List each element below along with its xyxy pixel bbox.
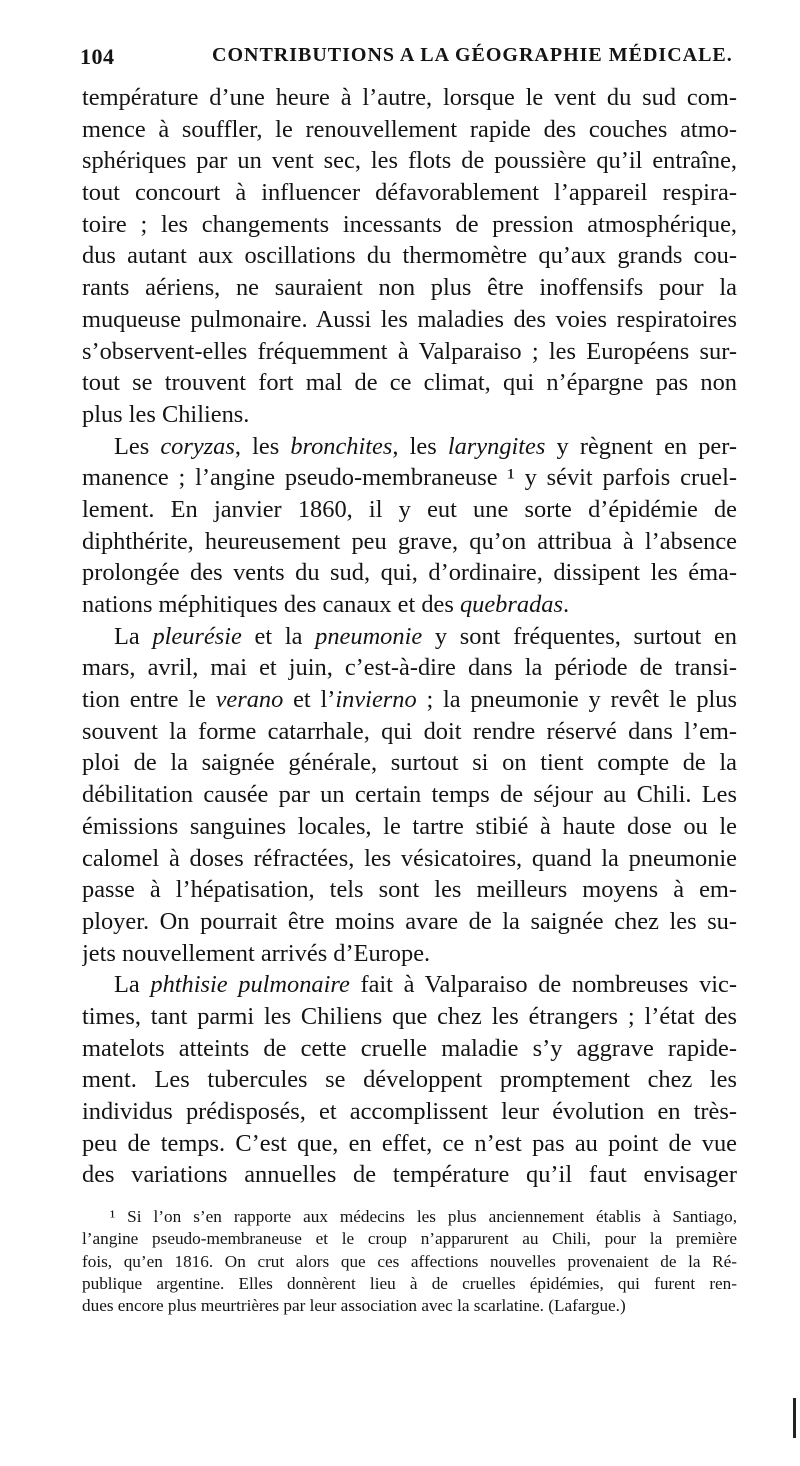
body-line: toire ; les changements incessants de pression atmosphérique, (82, 210, 737, 238)
body-line: Les coryzas, les bronchites, les laryngites y règnent en per- (114, 432, 737, 460)
body-line: température d’une heure à l’autre, lorsque le vent du sud com- (82, 84, 737, 111)
body-line: ploi de la saignée générale, surtout si on tient compte de la (82, 749, 737, 777)
body-line: mence à souffler, le renouvellement rapide des couches atmo- (82, 115, 737, 143)
body-line: des variations annuelles de température qu’il faut envisager (82, 1161, 737, 1189)
body-line: nations méphitiques des canaux et des quebradas. (82, 591, 570, 618)
body-line: s’observent-elles fréquemment à Valparaiso ; les Européens sur- (82, 337, 737, 365)
body-line: rants aériens, ne sauraient non plus être inoffensifs pour la (82, 274, 737, 302)
body-line: ployer. On pourrait être moins avare de la saignée chez les su- (82, 907, 737, 935)
body-line: jets nouvellement arrivés d’Europe. (82, 939, 431, 967)
body-line: prolongée des vents du sud, qui, d’ordinaire, dissipent les éma- (82, 559, 737, 587)
body-line: tout concourt à influencer défavorablement l’appareil respira- (82, 179, 737, 207)
body-line: souvent la forme catarrhale, qui doit rendre réservé dans l’em- (82, 717, 737, 745)
body-line: La pleurésie et la pneumonie y sont fréquentes, surtout en (114, 622, 737, 650)
page-number: 104 (80, 44, 115, 69)
body-line: muqueuse pulmonaire. Aussi les maladies des voies respiratoires (82, 305, 737, 333)
body-line: mars, avril, mai et juin, c’est-à-dire dans la période de transi- (82, 654, 737, 682)
body-line: matelots atteints de cette cruelle maladie s’y aggrave rapide- (82, 1034, 737, 1062)
body-line: individus prédisposés, et accomplissent leur évolution en très- (82, 1098, 737, 1125)
body-line: sphériques par un vent sec, les flots de poussière qu’il entraîne, (82, 147, 737, 175)
body-line: diphthérite, heureusement peu grave, qu’on attribua à l’absence (82, 527, 737, 555)
body-line: dus autant aux oscillations du thermomètre qu’aux grands cou- (82, 242, 737, 270)
scan-edge-mark (793, 1398, 796, 1438)
footnote-line: dues encore plus meurtrières par leur association avec la scarlatine. (Lafargue.) (82, 1296, 626, 1316)
body-text (82, 82, 737, 1191)
page-header (80, 44, 735, 74)
footnote-line: fois, qu’en 1816. On crut alors que ces affections nouvelles provenaient de la Ré- (82, 1251, 737, 1271)
footnote (82, 1206, 737, 1317)
body-line: ment. Les tubercules se développent promptement chez les (82, 1066, 737, 1094)
body-line: peu de temps. C’est que, en effet, ce n’est pas au point de vue (82, 1129, 737, 1157)
body-line: passe à l’hépatisation, tels sont les meilleurs moyens à em- (82, 876, 737, 904)
body-line: manence ; l’angine pseudo-membraneuse ¹ y sévit parfois cruel- (82, 464, 737, 492)
body-line: calomel à doses réfractées, les vésicatoires, quand la pneumonie (82, 844, 737, 872)
body-line: La phthisie pulmonaire fait à Valparaiso de nombreuses vic- (114, 971, 737, 999)
body-line: émissions sanguines locales, le tartre stibié à haute dose ou le (82, 812, 737, 840)
running-head: CONTRIBUTIONS A LA GÉOGRAPHIE MÉDICALE. (212, 44, 733, 66)
body-line: lement. En janvier 1860, il y eut une sorte d’épidémie de (82, 495, 737, 523)
body-line: times, tant parmi les Chiliens que chez les étrangers ; l’état des (82, 1002, 737, 1030)
body-line: plus les Chiliens. (82, 400, 250, 428)
footnote-line: publique argentine. Elles donnèrent lieu à de cruelles épidémies, qui furent ren- (82, 1273, 737, 1293)
footnote-line: ¹ Si l’on s’en rapporte aux médecins les plus anciennement établis à Santiago, (110, 1207, 737, 1226)
body-line: tion entre le verano et l’invierno ; la pneumonie y revêt le plus (82, 686, 737, 714)
body-line: tout se trouvent fort mal de ce climat, qui n’épargne pas non (82, 369, 737, 397)
body-line: débilitation causée par un certain temps de séjour au Chili. Les (82, 781, 737, 809)
footnote-line: l’angine pseudo-membraneuse et le croup n’apparurent au Chili, pour la première (82, 1229, 737, 1249)
